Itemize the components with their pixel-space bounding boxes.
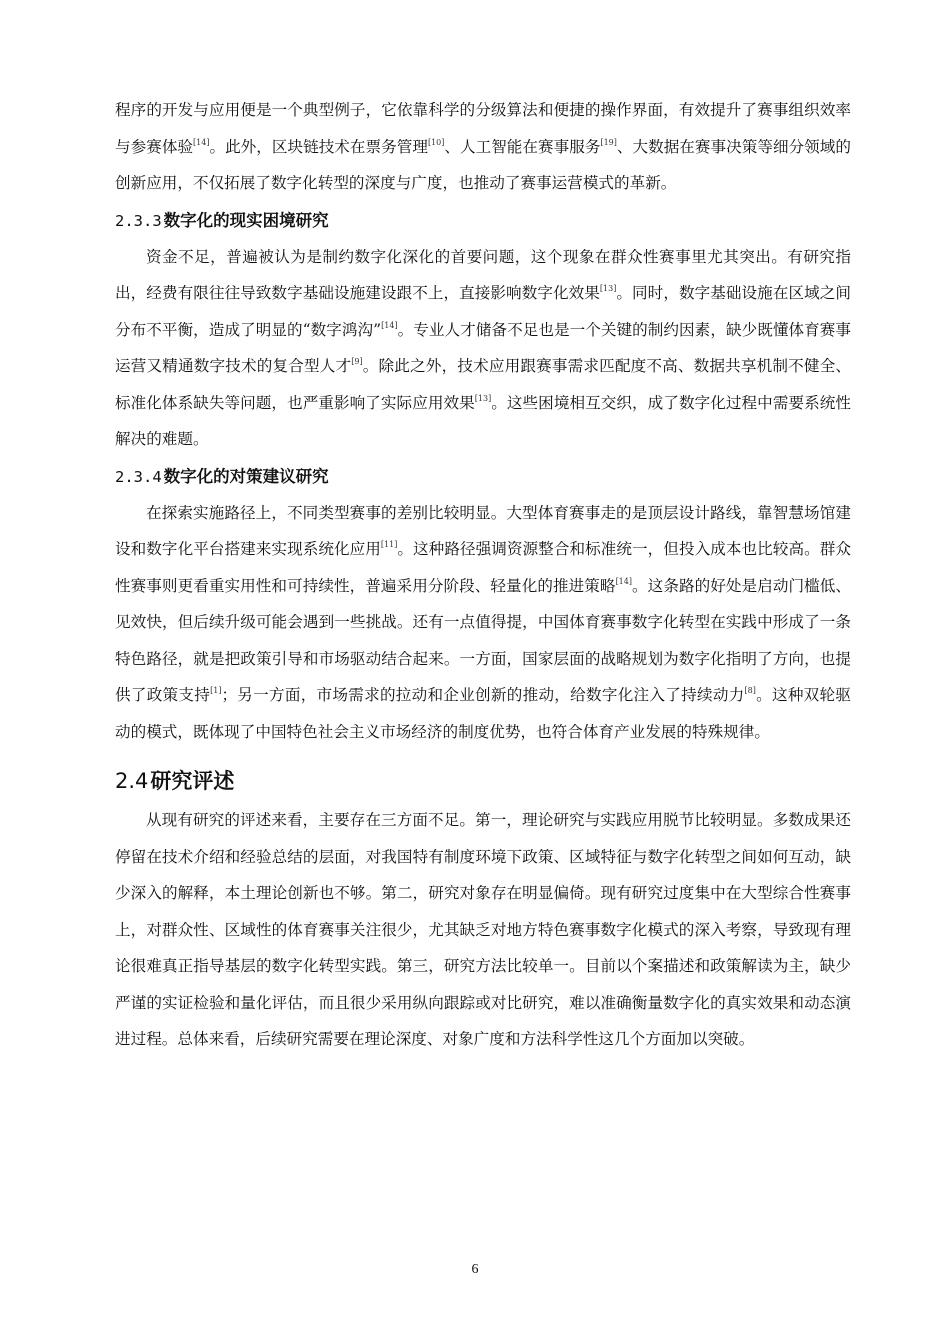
citation: [11] <box>380 540 398 549</box>
paragraph-text: 。这种路径强调资源整合和标准统一，但投入成本也比较高。群众性赛事则更看重实用性和可持续性，普遍采用分阶段、轻量化的推进策略 <box>115 540 851 595</box>
paragraph-text: 资金不足，普遍被认为是制约数字化深化的首要问题，这个现象在群众性赛事里尤其突出。有研究指出，经费有限往往导致数字基础设施建设跟不上，直接影响数字化效果 <box>115 247 851 302</box>
page-content <box>115 92 851 1058</box>
citation: [13] <box>474 393 492 403</box>
citation: [14] <box>381 320 398 330</box>
paragraph-text: 程序的开发与应用便是一个典型例子，它依靠科学的分级算法和便捷的操作界面，有效提升了赛事组织效率与参赛体验 <box>115 101 851 156</box>
paragraph-text: 。除此之外，技术应用跟赛事需求匹配度不高、数据共享机制不健全、标准化体系缺失等问题，也严重影响了实际应用效果 <box>115 357 851 412</box>
paragraph-text: 。此外，区块链技术在票务管理 <box>209 137 428 156</box>
section-heading-2-3-3 <box>115 202 851 239</box>
section-title: 研究评述 <box>150 769 235 793</box>
citation: [10] <box>427 137 445 147</box>
section-number: 2.4 <box>115 769 149 793</box>
citation: [13] <box>599 284 617 293</box>
section-heading-2-4 <box>115 760 851 802</box>
paragraph-text: 。这种双轮驱动的模式，既体现了中国特色社会主义市场经济的制度优势，也符合体育产业发展的特殊规律。 <box>115 686 851 741</box>
paragraph-continued <box>115 92 851 202</box>
citation: [1] <box>210 686 222 695</box>
citation: [14] <box>615 576 632 586</box>
section-title: 数字化的现实困境研究 <box>163 210 329 230</box>
section-number: 2.3.3 <box>115 211 162 230</box>
paragraph-text: 。这条路的好处是启动门槛低、见效快，但后续升级可能会遇到一些挑战。还有一点值得提，中国体育赛事数字化转型在实践中形成了一条特色路径，就是把政策引导和市场驱动结合起来。一方面，国家层面的战略规划为数字化指明了方向，也提供了政策支持 <box>115 576 851 704</box>
citation: [8] <box>744 686 756 695</box>
paragraph-text: ；另一方面，市场需求的拉动和企业创新的推动，给数字化注入了持续动力 <box>221 686 745 704</box>
paragraph-text: 、人工智能在赛事服务 <box>444 137 601 156</box>
paragraph-text: 。同时，数字基础设施在区域之间分布不平衡，造成了明显的“数字鸿沟” <box>115 284 851 339</box>
section-title: 数字化的对策建议研究 <box>163 466 329 486</box>
section-heading-2-3-4 <box>115 458 851 495</box>
paragraph-text: 从现有研究的评述来看，主要存在三方面不足。第一，理论研究与实践应用脱节比较明显。多数成果还停留在技术介绍和经验总结的层面，对我国特有制度环境下政策、区域特征与数字化转型之间如何互动，缺少深入的解释，本土理论创新也不够。第二，研究对象存在明显偏倚。现有研究过度集中在大型综合性赛事上，对群众性、区域性的体育赛事关注很少，尤其缺乏对地方特色赛事数字化模式的深入考察，导致现有理论很难真正指导基层的数字化转型实践。第三，研究方法比较单一。目前以个案描述和政策解读为主，缺少严谨的实证检验和量化评估，而且很少采用纵向跟踪或对比研究，难以准确衡量数字化的真实效果和动态演进过程。总体来看，后续研究需要在理论深度、对象广度和方法科学性这几个方面加以突破。 <box>115 811 851 1048</box>
paragraph-text: 在探索实施路径上，不同类型赛事的差别比较明显。大型体育赛事走的是顶层设计路线，靠智慧场馆建设和数字化平台搭建来实现系统化应用 <box>115 503 851 558</box>
paragraph-text: 。专业人才储备不足也是一个关键的制约因素，缺少既懂体育赛事运营又精通数字技术的复合型人才 <box>115 320 851 375</box>
paragraph-text: 、大数据在赛事决策等细分领域的创新应用，不仅拓展了数字化转型的深度与广度，也推动了赛事运营模式的革新。 <box>115 137 851 192</box>
section-number: 2.3.4 <box>115 467 162 486</box>
paragraph <box>115 802 851 1058</box>
citation: [14] <box>193 137 210 147</box>
citation: [19] <box>600 137 617 147</box>
paragraph <box>115 495 851 751</box>
page-number: 6 <box>471 1262 479 1277</box>
paragraph <box>115 239 851 458</box>
paragraph-text: 。这些困境相互交织，成了数字化过程中需要系统性解决的难题。 <box>115 393 851 448</box>
citation: [9] <box>351 357 363 366</box>
